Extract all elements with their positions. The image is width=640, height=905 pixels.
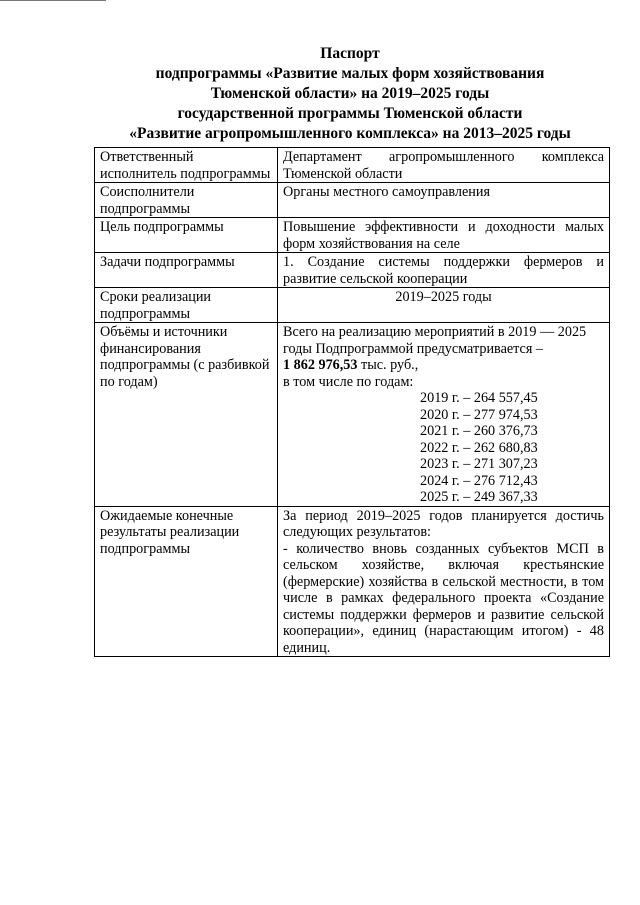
- row-value: Департамент агропромышленного комплекса Тюменской области: [278, 148, 610, 183]
- scan-corner-line: [0, 0, 106, 1]
- row-label: Ожидаемые конечные результаты реализации подпрограммы: [95, 506, 278, 657]
- table-row: [95, 506, 610, 657]
- row-label: Объёмы и источники финансирования подпрограммы (с разбивкой по годам): [95, 323, 278, 507]
- year-amount: 2022 г. – 262 680,83: [420, 439, 538, 456]
- results-cell: [278, 506, 610, 657]
- financing-cell: [278, 323, 610, 507]
- financing-years-list: [283, 390, 604, 506]
- row-label: Ответственный исполнитель подпрограммы: [95, 148, 278, 183]
- row-label: Соисполнители подпрограммы: [95, 183, 278, 218]
- table-row: [95, 183, 610, 218]
- year-amount: 2025 г. – 249 367,33: [420, 489, 538, 505]
- title-line: Тюменской области» на 2019–2025 годы: [210, 85, 490, 102]
- results-intro: За период 2019–2025 годов планируется достичь следующих результатов:: [283, 507, 604, 540]
- title-line: подпрограммы «Развитие малых форм хозяйствования: [155, 65, 545, 82]
- table-row: [95, 253, 610, 288]
- title-line: государственной программы Тюменской области: [177, 105, 523, 122]
- results-item: - количество вновь созданных субъектов МСП в сельском хозяйстве, включая крестьянские (фермерские) хозяйства в сельской местности, в том числе в рамках федерального проекта «Создание системы поддержки фермеров и развитие сельской кооперации», единиц (нарастающим итогом) - 48 единиц.: [283, 540, 604, 656]
- year-amount: 2020 г. – 277 974,53: [420, 406, 538, 423]
- row-label: Задачи подпрограммы: [95, 253, 278, 288]
- table-row: [95, 218, 610, 253]
- row-label: Сроки реализации подпрограммы: [95, 288, 278, 323]
- year-amount: 2023 г. – 271 307,23: [420, 456, 538, 472]
- row-value: Повышение эффективности и доходности малых форм хозяйствования на селе: [278, 218, 610, 253]
- financing-years-label: в том числе по годам:: [283, 373, 414, 390]
- row-value: Органы местного самоуправления: [278, 183, 610, 218]
- document-title: [90, 44, 610, 144]
- year-amount: 2024 г. – 276 712,43: [420, 472, 538, 489]
- passport-table: [94, 147, 610, 657]
- financing-total-unit: тыс. руб.,: [361, 357, 419, 373]
- row-label: Цель подпрограммы: [95, 218, 278, 253]
- title-line: «Развитие агропромышленного комплекса» на 2013–2025 годы: [129, 125, 571, 142]
- row-value: 1. Создание системы поддержки фермеров и развитие сельской кооперации: [278, 253, 610, 288]
- title-line: Паспорт: [320, 45, 380, 62]
- table-row: [95, 323, 610, 507]
- year-amount: 2021 г. – 260 376,73: [420, 423, 538, 439]
- row-value: 2019–2025 годы: [278, 288, 610, 323]
- table-row: [95, 148, 610, 183]
- table-row: [95, 288, 610, 323]
- year-amount: 2019 г. – 264 557,45: [420, 390, 538, 406]
- financing-total: 1 862 976,53: [283, 357, 358, 373]
- financing-intro: Всего на реализацию мероприятий в 2019 — 2025 годы Подпрограммой предусматривается –: [283, 324, 587, 357]
